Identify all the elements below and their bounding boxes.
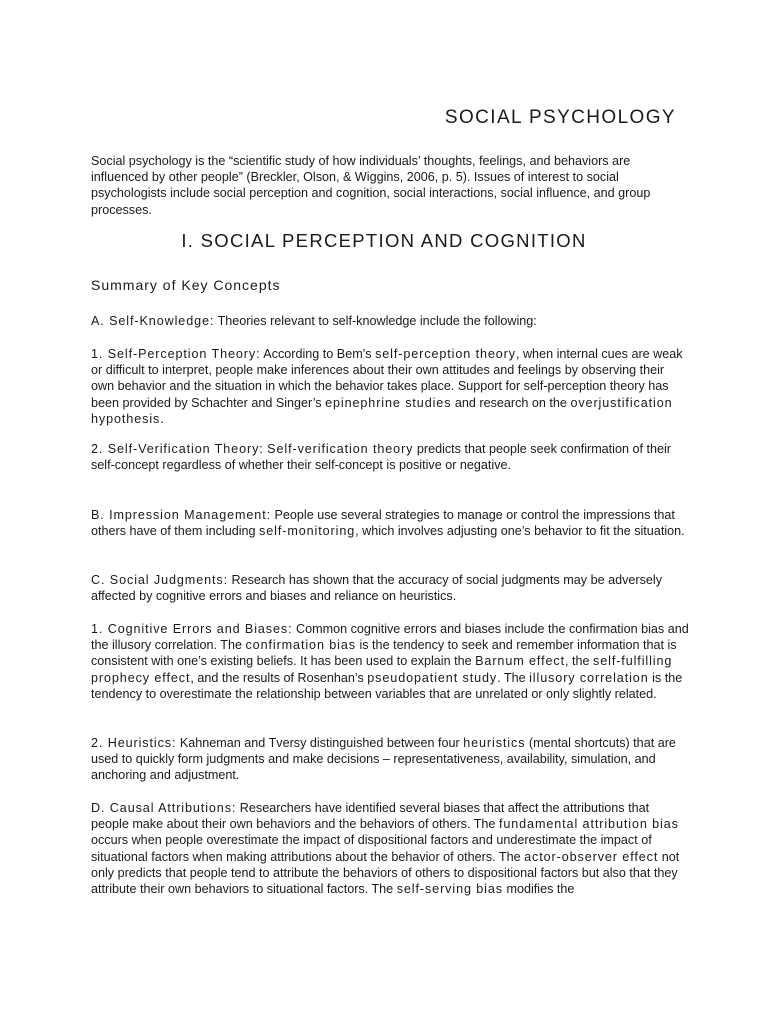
term: overjustification hypothesis [91,395,673,426]
term: 2. Self-Verification Theory: [91,442,264,456]
body-text: Researchers have identified several biases that affect the attributions that people make about their own behaviors and the behaviors of others. The [91,801,650,832]
term: epinephrine studies [325,395,452,410]
term: Barnum effect [475,654,565,669]
term: A. Self-Knowledge: [91,314,215,328]
body-text: People use several strategies to manage or control the impressions that others have of them including [91,508,675,539]
term: Self-verification theory [267,442,414,456]
body-text: modifies the [502,882,575,897]
term: pseudopatient study [367,670,498,685]
body-text: occurs when people overestimate the impact of dispositional factors and underestimate the impact of situational factors when making attributions about the behavior of others. The [91,833,652,864]
body-text: is the tendency to seek and remember information that is consistent with one’s existing beliefs. It has been used to explain the [91,638,677,669]
body-text: and research on the [451,395,571,410]
body-text: Common cognitive errors and biases include the confirmation bias and the illusory correlation. The [91,622,689,653]
term: 2. Heuristics: [91,736,177,750]
body-text: . The [497,670,530,685]
term: fundamental attribution bias [498,817,679,832]
intro-paragraph: Social psychology is the “scientific study of how individuals’ thoughts, feelings, and behaviors are influenced by other people” (Breckler, Olson, & Wiggins, 2006, p. 5). Issues of interest to social psychologists include social perception and cognition, social interactions, social influence, and group processes. [91,154,651,217]
document-title: SOCIAL PSYCHOLOGY [444,107,676,128]
summary-heading: Summary of Key Concepts [91,277,281,293]
body-text: Theories relevant to self-knowledge include the following: [214,314,537,328]
self-knowledge-paragraph [91,313,689,329]
term: self-perception theory [375,347,516,361]
term: C. Social Judgments: [91,573,228,587]
body-text: not only predicts that people tend to attribute the behaviors of others to dispositional factors but also that they attribute their own behaviors to situational factors. The [91,849,680,897]
term: heuristics [463,736,526,750]
term: self-fulfilling prophecy effect [91,654,673,685]
term: 1. Self-Perception Theory: [91,347,261,361]
social-judgments-paragraph [91,572,689,604]
term: 1. Cognitive Errors and Biases: [91,622,293,636]
cognitive-errors-paragraph [91,621,689,702]
term: self-monitoring [259,524,356,539]
impression-management-paragraph [91,507,689,539]
term: confirmation bias [245,638,356,653]
self-verification-paragraph [91,441,689,473]
body-text: Research has shown that the accuracy of social judgments may be adversely affected by cognitive errors and biases and reliance on heuristics. [91,573,663,604]
body-text: . [160,411,164,426]
self-perception-paragraph [91,346,689,427]
body-text: According to Bem’s [260,347,376,361]
section-heading: I. SOCIAL PERCEPTION AND COGNITION [181,230,587,251]
body-text: , the [565,654,594,669]
term: D. Causal Attributions: [91,801,237,815]
body-text: , which involves adjusting one’s behavior to fit the situation. [355,524,685,539]
body-text: , when internal cues are weak or difficult to interpret, people make inferences about their own attitudes and feelings by observing their own behavior and the situation in which the behavior takes place. Support for self-perception theory has been provided by Schachter and Singer’s [91,347,683,410]
term: B. Impression Management: [91,508,271,522]
causal-attributions-paragraph [91,800,689,897]
body-text: (mental shortcuts) that are used to quickly form judgments and make decisions – representativeness, availability, simulation, and anchoring and adjustment. [91,736,676,783]
body-text: predicts that people seek confirmation of their self-concept regardless of whether their self-concept is positive or negative. [91,442,671,473]
term: illusory correlation [529,670,649,685]
body-text: , and the results of Rosenhan’s [190,670,368,685]
heuristics-paragraph [91,735,689,784]
body-text: Kahneman and Tversy distinguished between four [176,736,464,750]
term: self-serving bias [396,882,503,897]
term: actor-observer effect [524,849,659,864]
body-text: is the tendency to overestimate the relationship between variables that are unrelated or only slightly related. [91,670,683,701]
